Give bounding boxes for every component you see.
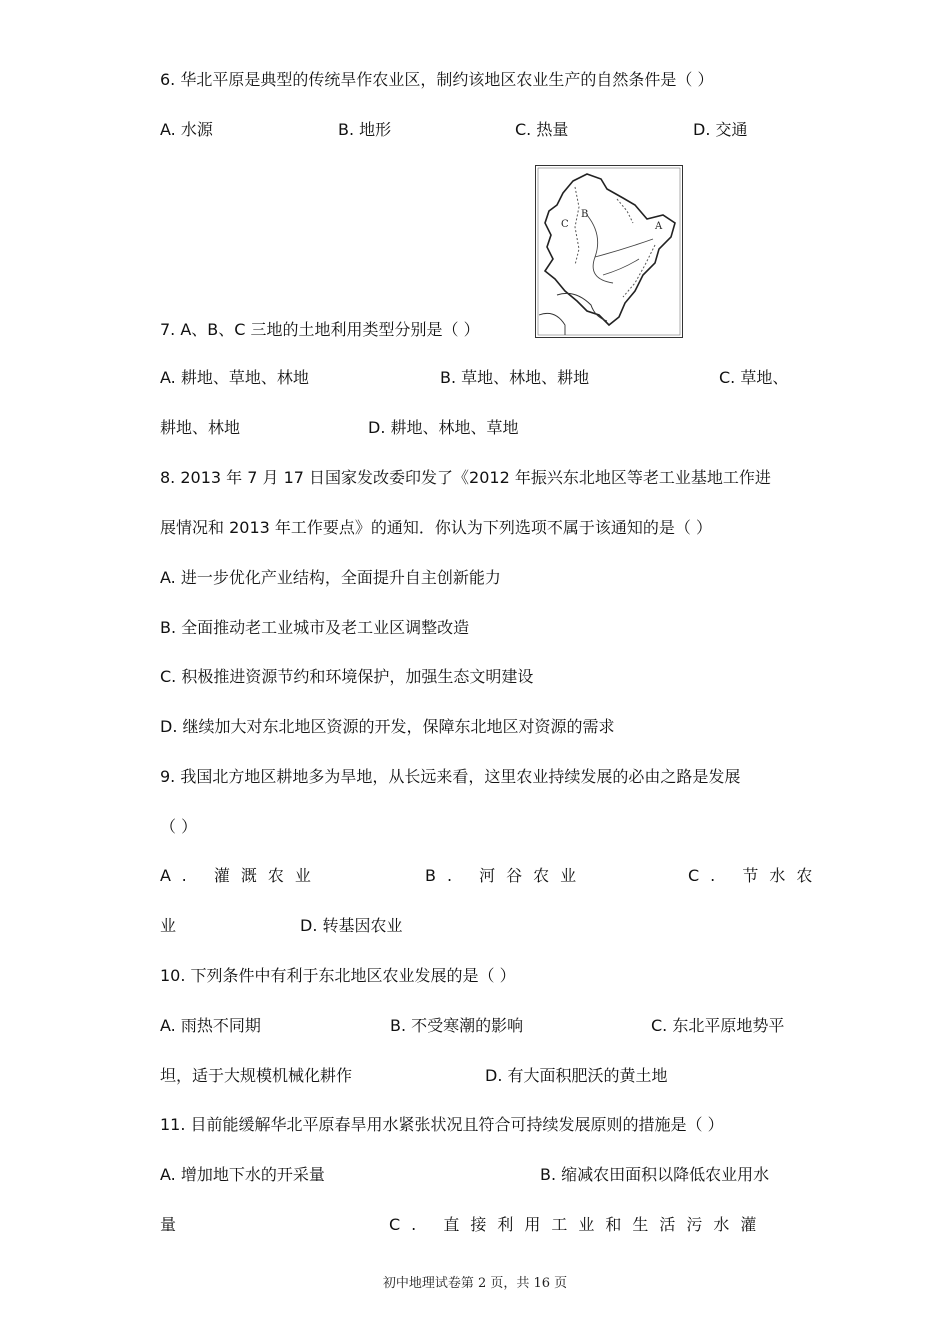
question-9-option-d: D. 转基因农业 [300,916,403,935]
northeast-china-map [535,165,683,338]
question-10-option-c: C. 东北平原地势平 [651,1016,785,1035]
question-7-option-c: C. 草地、 [719,368,789,387]
question-10-option-a: A. 雨热不同期 [160,1016,261,1035]
question-9-option-a: A. 灌溉农业 [160,866,322,885]
question-10-option-c-continued: 坦，适于大规模机械化耕作 [160,1066,353,1085]
question-10-option-b: B. 不受寒潮的影响 [390,1016,524,1035]
question-7-option-c-continued: 耕地、林地 [160,418,241,437]
question-6-option-c: C. 热量 [515,120,569,139]
map-label-b: B [581,209,589,220]
question-6-option-a: A. 水源 [160,120,213,139]
question-8-option-a: A. 进一步优化产业结构，全面提升自主创新能力 [160,568,501,587]
map-label-c: C [561,219,569,230]
question-8-option-b: B. 全面推动老工业城市及老工业区调整改造 [160,618,470,637]
question-7-option-b: B. 草地、林地、耕地 [440,368,590,387]
question-11-option-b-continued: 量 [160,1215,177,1234]
map-label-a: A [655,221,663,232]
question-7-option-a: A. 耕地、草地、林地 [160,368,309,387]
question-9-stem-line1: 9. 我国北方地区耕地多为旱地，从长远来看，这里农业持续发展的必由之路是发展 [160,767,741,786]
question-8-stem-line1: 8. 2013 年 7 月 17 日国家发改委印发了《2012 年振兴东北地区等老工业基地工作进 [160,468,771,487]
question-11-option-c: C. 直接利用工业和生活污水灌 [389,1215,768,1234]
question-11-option-a: A. 增加地下水的开采量 [160,1165,325,1184]
question-6-option-b: B. 地形 [338,120,392,139]
question-9-option-c-continued: 业 [160,916,177,935]
question-10-stem: 10. 下列条件中有利于东北地区农业发展的是（ ） [160,966,516,985]
question-10-option-d: D. 有大面积肥沃的黄土地 [485,1066,668,1085]
question-9-option-c: C. 节水农 [688,866,824,885]
question-6-option-d: D. 交通 [693,120,748,139]
question-11-option-b: B. 缩减农田面积以降低农业用水 [540,1165,770,1184]
question-9-option-b: B. 河谷农业 [425,866,588,885]
question-11-stem: 11. 目前能缓解华北平原春旱用水紧张状况且符合可持续发展原则的措施是（ ） [160,1115,724,1134]
page-footer: 初中地理试卷第 2 页，共 16 页 [382,1276,568,1291]
question-9-stem-line2: （ ） [160,817,198,836]
question-7-option-d: D. 耕地、林地、草地 [368,418,519,437]
question-8-option-d: D. 继续加大对东北地区资源的开发，保障东北地区对资源的需求 [160,717,615,736]
question-6-stem: 6. 华北平原是典型的传统旱作农业区，制约该地区农业生产的自然条件是（ ） [160,70,714,89]
question-8-stem-line2: 展情况和 2013 年工作要点》的通知．你认为下列选项不属于该通知的是（ ） [160,518,712,537]
question-8-option-c: C. 积极推进资源节约和环境保护，加强生态文明建设 [160,667,534,686]
question-7-stem: 7. A、B、C 三地的土地利用类型分别是（ ） [160,320,480,339]
